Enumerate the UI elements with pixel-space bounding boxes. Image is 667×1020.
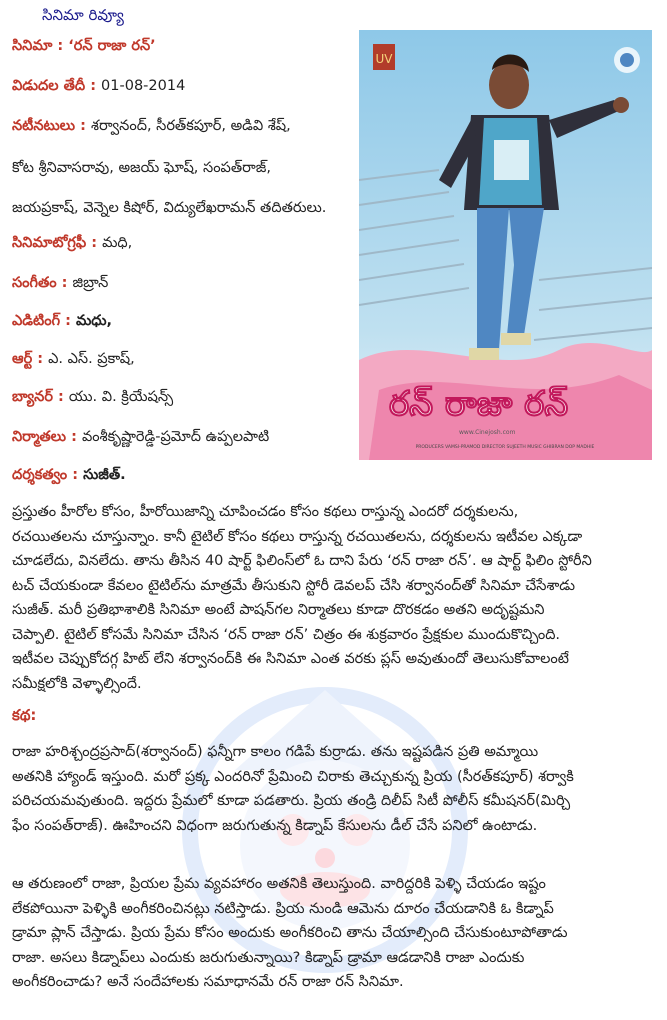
credit-label: సినిమా: [12, 38, 53, 54]
credit-value: సుజీత్.: [83, 467, 126, 483]
text-line: అతనికి హ్యాండ్ ఇస్తుంది. మరో ప్రక్క ఎందరినో ప్రేమించి చిరాకు తెచ్చుకున్న ప్రియ (సీరత్‌కపూర్) శర్వాకి: [12, 768, 574, 785]
movie-poster: [359, 30, 652, 460]
credit-row: [12, 387, 173, 407]
credit-value: మధు,: [75, 313, 113, 329]
credit-value: ‘రన్ రాజా రన్’: [68, 38, 156, 54]
credit-value: శర్వానంద్, సీరత్‌కపూర్, అడివి శేష్,: [90, 118, 291, 134]
text-line: అంగీకరించాడు? అనే సందేహాలకు సమాధానమే రన్ రాజా రన్ సినిమా.: [12, 974, 404, 990]
credit-label: దర్శకత్వం: [12, 467, 68, 483]
text-line: రాజా హరిశ్చంద్రప్రసాద్(శర్వానంద్) ఫన్నీగా కాలం గడిపే కుర్రాడు. తను ఇష్టపడిన ప్రతి అమ్మాయి: [12, 744, 539, 760]
credit-label: విడుదల తేదీ: [12, 78, 86, 94]
credit-separator: :: [52, 38, 69, 54]
credit-label: సంగీతం: [12, 275, 57, 291]
poster-logo: UV: [375, 52, 393, 66]
intro-paragraph: [12, 500, 656, 696]
credit-value: ఎ. ఎస్. ప్రకాష్,: [48, 351, 135, 367]
poster-title-art: రన్ రాజా రన్: [389, 384, 569, 424]
credit-value: జిబ్రాన్: [72, 275, 109, 291]
credit-value: కోట శ్రీనివాసరావు, అజయ్ ఘోష్, సంపత్‌రాజ్,: [12, 160, 271, 176]
credit-separator: :: [67, 467, 84, 483]
credit-row: [12, 76, 185, 96]
credit-separator: :: [75, 118, 91, 134]
story-heading: కథ:: [12, 706, 37, 724]
text-line: సుజీత్. మరీ ప్రతిభాశాలికి సినిమా అంటే పాషన్‌గల నిర్మాతలు కూడా దొరకడం అతని అదృష్టమని: [12, 602, 545, 618]
credit-separator: :: [60, 313, 76, 329]
credit-row: [12, 311, 112, 331]
credit-label: నిర్మాతలు: [12, 429, 67, 445]
story-paragraph-1: [12, 740, 656, 838]
text-line: రచయితలను చూస్తున్నాం. కానీ టైటిల్ కోసం కథలు రాస్తున్న రచయితలను, దర్శకులను ఇటీవల ఎక్కడా: [12, 528, 583, 545]
credit-value: మధి,: [102, 235, 133, 251]
credit-row: [12, 198, 326, 218]
text-line: డ్రామా ప్లాన్ చేస్తాడు. ప్రియ ప్రేమ కోసం అందుకు అంగీకరించి తాను చేయాల్సింది చేసుకుంటూపోతాడు: [12, 925, 568, 941]
text-line: లేకపోయినా పెళ్ళికి అంగీకరించినట్లు నటిస్తాడు. ప్రియ నుండి ఆమెను దూరం చేయడానికి ఓ కిడ్నాప్: [12, 900, 554, 917]
credit-label: బ్యానర్: [12, 389, 53, 405]
credit-row: [12, 465, 126, 485]
text-line: ప్రస్తుతం హీరోల కోసం, హీరోయిజాన్ని చూపించడం కోసం కథలు రాస్తున్న ఎందరో దర్శకులను,: [12, 504, 519, 520]
credit-separator: :: [56, 275, 73, 291]
credit-separator: :: [32, 351, 49, 367]
credit-row: [12, 158, 271, 178]
credit-row: [12, 36, 156, 56]
story-paragraph-2: [12, 872, 656, 995]
text-line: సమీక్షలోకి వెళ్ళాల్సిందే.: [12, 675, 142, 692]
credit-row: [12, 273, 108, 293]
text-line: ఆ తరుణంలో రాజా, ప్రియల ప్రేమ వ్యవహారం అతనికి తెలుస్తుంది. వారిద్దరికి పెళ్ళి చేయడం ఇష్టం: [12, 876, 546, 892]
text-line: రాజా. అసలు కిడ్నాప్‌లు ఎందుకు జరుగుతున్నాయి? కిడ్నాప్ డ్రామా ఆడడానికి రాజా ఎందుకు: [12, 949, 525, 966]
credit-value: 01-08-2014: [101, 78, 186, 94]
credit-row: [12, 233, 132, 253]
credit-value: యు. వి. క్రియేషన్స్: [68, 389, 174, 405]
poster-watermark: www.Cinejosh.com: [459, 429, 516, 436]
credit-value: జయప్రకాష్, వెన్నెల కిషోర్, విద్యులేఖరామన్ తదితరులు.: [12, 200, 327, 216]
text-line: చూడలేదు, వినలేదు. తాను తీసిన 40 షార్ట్ ఫిలింస్‌లో ఓ దాని పేరు ‘రన్ రాజా రన్’. ఆ షార్ట్ ఫిలిం స్టోరీని: [12, 553, 592, 569]
credit-label: సినిమాటోగ్రఫీ: [12, 235, 87, 251]
page-title: సినిమా రివ్యూ: [42, 6, 124, 24]
credit-row: [12, 349, 135, 369]
credit-separator: :: [52, 389, 69, 405]
credit-label: నటీనటులు: [12, 118, 76, 134]
text-line: పరిచయమవుతుంది. ఇద్దరు ప్రేమలో కూడా పడతారు. ప్రియ తండ్రి దిలీప్ సిటీ పోలీస్ కమీషనర్(మిర్చి: [12, 793, 571, 809]
credit-row: [12, 427, 269, 447]
credit-label: ఎడిటింగ్: [12, 313, 61, 329]
credit-label: ఆర్ట్: [12, 351, 33, 367]
poster-credit-line: PRODUCERS VAMSI-PRAMOD DIRECTOR SUJEETH MUSIC GHIBRAN DOP MADHIE: [415, 445, 595, 450]
credit-separator: :: [66, 429, 82, 445]
text-line: చెప్పాలి. టైటిల్ కోసమే సినిమా చేసిన ‘రన్ రాజా రన్’ చిత్రం ఈ శుక్రవారం ప్రేక్షకుల ముందుకొచ్చింది.: [12, 626, 561, 643]
credit-value: వంశీకృష్ణారెడ్డి-ప్రమోద్ ఉప్పలపాటి: [81, 429, 270, 445]
text-line: టచ్ చేయకుండా కేవలం టైటిల్‌ను మాత్రమే తీసుకుని స్టోరీ డెవలప్ చేసి శర్వానంద్‌తో సినిమా చేసేశాడు: [12, 577, 575, 594]
credit-separator: :: [85, 78, 102, 94]
text-line: ఇటీవల చెప్పుకోదగ్గ హిట్ లేని శర్వానంద్‌కి ఈ సినిమా ఎంత వరకు ప్లస్ అవుతుందో తెలుసుకోవాలంటే: [12, 651, 569, 667]
credit-separator: :: [86, 235, 103, 251]
credit-row: [12, 116, 291, 136]
text-line: ఫేం సంపత్‌రాజ్). ఊహించని విధంగా జరుగుతున్న కిడ్నాప్ కేసులను డీల్ చేసే పనిలో ఉంటాడు.: [12, 817, 538, 834]
